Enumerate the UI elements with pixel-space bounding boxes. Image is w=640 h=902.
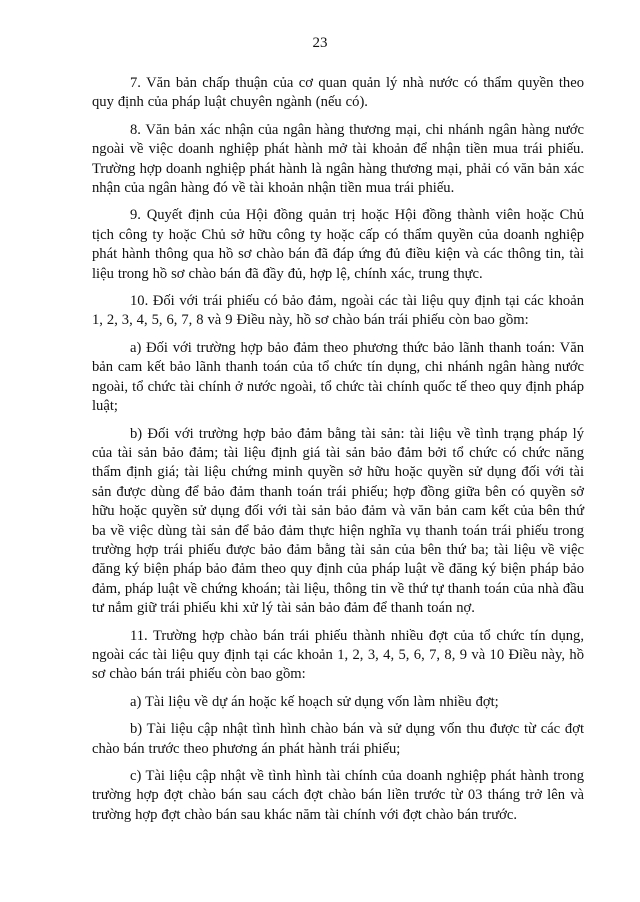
paragraph-9: 9. Quyết định của Hội đồng quản trị hoặc Hội đồng thành viên hoặc Chủ tịch công ty hoặc Chủ sở hữu công ty hoặc cấp có thẩm quyền của doanh nghiệp phát hành thông qua hồ sơ chào bán đã đáp ứng đủ điều kiện và các thông tin, tài liệu trong hồ sơ chào bán đã đầy đủ, hợp lệ, chính xác, trung thực.: [92, 207, 584, 282]
page-number: 23: [312, 35, 328, 51]
paragraph-11a: a) Tài liệu về dự án hoặc kế hoạch sử dụng vốn làm nhiều đợt;: [130, 693, 499, 710]
paragraph-11b: b) Tài liệu cập nhật tình hình chào bán và sử dụng vốn thu được từ các đợt chào bán trước theo phương án phát hành trái phiếu;: [92, 721, 584, 757]
paragraph-10: 10. Đối với trái phiếu có bảo đảm, ngoài các tài liệu quy định tại các khoản 1, 2, 3, 4, 5, 6, 7, 8 và 9 Điều này, hồ sơ chào bán trái phiếu còn bao gồm:: [92, 293, 584, 329]
paragraph-11: 11. Trường hợp chào bán trái phiếu thành nhiều đợt của tổ chức tín dụng, ngoài các tài liệu quy định tại các khoản 1, 2, 3, 4, 5, 6, 7, 8, 9 và 10 Điều này, hồ sơ chào bán trái phiếu còn bao gồm:: [92, 627, 584, 683]
document-body: [92, 74, 584, 833]
paragraph-10b: b) Đối với trường hợp bảo đảm bằng tài sản: tài liệu về tình trạng pháp lý của tài sản bảo đảm; tài liệu định giá tài sản bảo đảm bởi tổ chức có chức năng thẩm định giá; tài liệu chứng minh quyền sở hữu hoặc quyền sử dụng đối với tài sản được dùng để bảo đảm thanh toán trái phiếu; hợp đồng giữa bên có quyền sở hữu hoặc quyền sử dụng đối với tài sản bảo đảm và văn bản cam kết của bên thứ ba về việc dùng tài sản để bảo đảm thực hiện nghĩa vụ thanh toán trái phiếu trong trường hợp trái phiếu được bảo đảm bằng tài sản của bên thứ ba; tài liệu về việc đăng ký biện pháp bảo đảm theo quy định của pháp luật về đăng ký biện pháp bảo đảm, pháp luật về chứng khoán; tài liệu, thông tin về thứ tự thanh toán của nhà đầu tư nắm giữ trái phiếu khi xử lý tài sản bảo đảm để thanh toán nợ.: [92, 425, 584, 617]
paragraph-10a: a) Đối với trường hợp bảo đảm theo phương thức bảo lãnh thanh toán: Văn bản cam kết bảo lãnh thanh toán của tổ chức tín dụng, chi nhánh ngân hàng nước ngoài, tổ chức tài chính ở nước ngoài, tổ chức tài chính quốc tế theo quy định pháp luật;: [92, 339, 584, 415]
paragraph-7: 7. Văn bản chấp thuận của cơ quan quản lý nhà nước có thẩm quyền theo quy định của pháp luật chuyên ngành (nếu có).: [92, 75, 584, 111]
paragraph-11c: c) Tài liệu cập nhật về tình hình tài chính của doanh nghiệp phát hành trong trường hợp đợt chào bán sau cách đợt chào bán liền trước từ 03 tháng trở lên và trường hợp đợt chào bán sau khác năm tài chính với đợt chào bán trước.: [92, 768, 584, 823]
paragraph-8: 8. Văn bản xác nhận của ngân hàng thương mại, chi nhánh ngân hàng nước ngoài về việc doanh nghiệp phát hành mở tài khoản để nhận tiền mua trái phiếu. Trường hợp doanh nghiệp phát hành là ngân hàng thương mại, phải có văn bản xác nhận của ngân hàng đó về tài khoản nhận tiền mua trái phiếu.: [92, 121, 584, 197]
